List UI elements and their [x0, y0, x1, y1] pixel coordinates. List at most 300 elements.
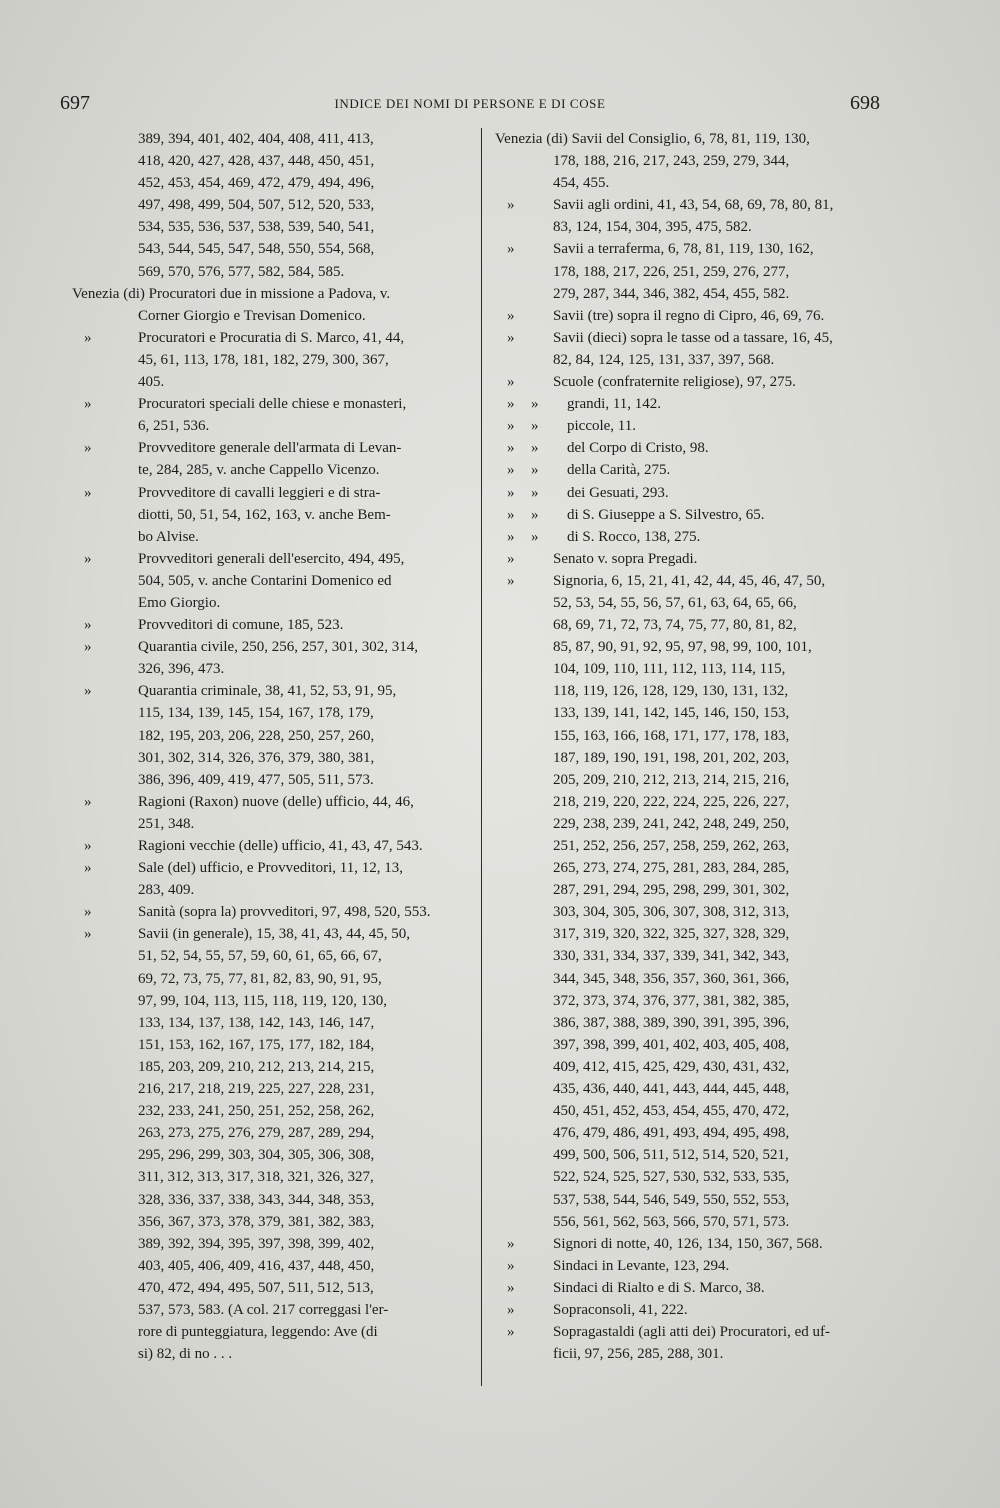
entry-text: 69, 72, 73, 75, 77, 81, 82, 83, 90, 91, 95, — [138, 970, 382, 987]
left-index-entry — [72, 437, 470, 481]
entry-text: 317, 319, 320, 322, 325, 327, 328, 329, — [553, 926, 790, 943]
entry-text: 405. — [138, 374, 165, 391]
entry-line — [495, 459, 883, 481]
entry-line — [495, 349, 883, 371]
entry-line — [495, 592, 883, 614]
entry-line — [72, 283, 470, 305]
entry-line — [495, 216, 883, 238]
entry-line — [495, 923, 883, 945]
entry-text: Emo Giorgio. — [138, 594, 221, 611]
right-index-entry — [495, 1321, 883, 1365]
right-index-entry — [495, 1299, 883, 1321]
entry-line — [495, 305, 883, 327]
ditto-mark: » — [507, 1235, 515, 1252]
left-index-entry — [72, 901, 470, 923]
entry-line — [72, 1321, 470, 1343]
ditto-mark: » — [84, 440, 92, 457]
entry-line — [495, 769, 883, 791]
ditto-mark: » — [84, 617, 92, 634]
entry-text: Savii (dieci) sopra le tasse od a tassare, 16, 45, — [553, 329, 833, 346]
entry-text: Savii (in generale), 15, 38, 41, 43, 44, 45, 50, — [138, 926, 411, 943]
entry-line — [495, 1144, 883, 1166]
page-number-right: 698 — [850, 92, 880, 114]
ditto-mark: » — [84, 484, 92, 501]
ditto-mark: » — [84, 639, 92, 656]
ditto-mark: » — [531, 528, 539, 545]
entry-text: 418, 420, 427, 428, 437, 448, 450, 451, — [138, 153, 375, 170]
entry-text: 330, 331, 334, 337, 339, 341, 342, 343, — [553, 948, 790, 965]
entry-text: 45, 61, 113, 178, 181, 182, 279, 300, 367, — [138, 351, 389, 368]
entry-text: 68, 69, 71, 72, 73, 74, 75, 77, 80, 81, 82, — [553, 617, 797, 634]
ditto-mark: » — [507, 1257, 515, 1274]
ditto-mark: » — [84, 838, 92, 854]
entry-text: Savii (tre) sopra il regno di Cipro, 46, 69, 76. — [553, 307, 825, 324]
entry-line — [495, 658, 883, 680]
entry-text: te, 284, 285, v. anche Cappello Vicenzo. — [138, 462, 380, 479]
entry-text: 279, 287, 344, 346, 382, 454, 455, 582. — [553, 285, 790, 302]
entry-line — [495, 968, 883, 990]
right-index-entry — [495, 1233, 883, 1255]
entry-line — [72, 636, 470, 658]
entry-line — [72, 879, 470, 901]
entry-text: Ragioni (Raxon) nuove (delle) ufficio, 44, 46, — [138, 793, 414, 810]
left-index-entry — [72, 680, 470, 790]
entry-text: 52, 53, 54, 55, 56, 57, 61, 63, 64, 65, 66, — [553, 594, 797, 611]
entry-line — [495, 813, 883, 835]
entry-text: Corner Giorgio e Trevisan Domenico. — [138, 307, 366, 324]
entry-text: 133, 139, 141, 142, 145, 146, 150, 153, — [553, 705, 790, 722]
ditto-mark: » — [507, 307, 515, 324]
entry-line — [72, 194, 470, 216]
entry-text: Ragioni vecchie (delle) ufficio, 41, 43, 47, 543. — [138, 838, 423, 854]
entry-line — [72, 1144, 470, 1166]
entry-text: di S. Giuseppe a S. Silvestro, 65. — [567, 506, 765, 523]
ditto-mark: » — [507, 374, 515, 391]
entry-text: dei Gesuati, 293. — [567, 484, 669, 501]
left-index-entry — [72, 548, 470, 614]
entry-text: Provveditori generali dell'esercito, 494, 495, — [138, 550, 405, 567]
left-index-entry — [72, 614, 470, 636]
entry-text: del Corpo di Cristo, 98. — [567, 440, 709, 457]
entry-text: 232, 233, 241, 250, 251, 252, 258, 262, — [138, 1103, 375, 1120]
right-index-entry — [495, 415, 883, 437]
entry-line — [72, 548, 470, 570]
entry-line — [72, 238, 470, 260]
entry-line — [495, 791, 883, 813]
entry-line — [72, 349, 470, 371]
entry-text: Savii a terraferma, 6, 78, 81, 119, 130, 162, — [553, 241, 814, 258]
right-index-entry — [495, 1255, 883, 1277]
entry-line — [72, 813, 470, 835]
entry-line — [495, 614, 883, 636]
entry-line — [495, 504, 883, 526]
entry-text: Sopraconsoli, 41, 222. — [553, 1301, 688, 1318]
right-index-entry — [495, 437, 883, 459]
entry-text: 251, 252, 256, 257, 258, 259, 262, 263, — [553, 838, 790, 854]
ditto-mark: » — [507, 197, 515, 214]
entry-text: 389, 394, 401, 402, 404, 408, 411, 413, — [138, 131, 374, 147]
entry-line — [72, 1012, 470, 1034]
right-index-entry — [495, 504, 883, 526]
ditto-mark: » — [507, 462, 515, 479]
entry-text: 326, 396, 473. — [138, 661, 225, 678]
entry-line — [72, 150, 470, 172]
left-index-entry — [72, 791, 470, 835]
entry-text: 454, 455. — [553, 175, 610, 192]
entry-line — [495, 526, 883, 548]
entry-line — [72, 1034, 470, 1056]
ditto-mark: » — [507, 572, 515, 589]
right-index-entry — [495, 327, 883, 371]
entry-text: Quarantia criminale, 38, 41, 52, 53, 91, 95, — [138, 683, 397, 700]
entry-line — [72, 459, 470, 481]
entry-text: Sanità (sopra la) provveditori, 97, 498, 520, 553. — [138, 904, 431, 921]
ditto-mark: » — [507, 528, 515, 545]
right-index-entry — [495, 526, 883, 548]
entry-text: Venezia (di) Savii del Consiglio, 6, 78, 81, 119, 130, — [495, 131, 810, 147]
entry-line — [495, 437, 883, 459]
entry-line — [72, 769, 470, 791]
entry-text: 178, 188, 217, 226, 251, 259, 276, 277, — [553, 263, 790, 280]
entry-line — [72, 305, 470, 327]
entry-line — [72, 1056, 470, 1078]
entry-line — [72, 747, 470, 769]
right-index-entry — [495, 459, 883, 481]
ditto-mark: » — [84, 860, 92, 877]
entry-line — [495, 1078, 883, 1100]
ditto-mark: » — [507, 1279, 515, 1296]
entry-text: 476, 479, 486, 491, 493, 494, 495, 498, — [553, 1125, 790, 1142]
ditto-mark: » — [531, 440, 539, 457]
entry-line — [495, 172, 883, 194]
entry-text: 534, 535, 536, 537, 538, 539, 540, 541, — [138, 219, 375, 236]
ditto-mark: » — [507, 550, 515, 567]
entry-line — [72, 1277, 470, 1299]
entry-line — [495, 702, 883, 724]
entry-line — [72, 437, 470, 459]
left-index-entry — [72, 923, 470, 1365]
ditto-mark: » — [507, 440, 515, 457]
entry-text: 543, 544, 545, 547, 548, 550, 554, 568, — [138, 241, 375, 258]
entry-text: 499, 500, 506, 511, 512, 514, 520, 521, — [553, 1147, 789, 1164]
entry-text: 218, 219, 220, 222, 224, 225, 226, 227, — [553, 793, 790, 810]
entry-text: 97, 99, 104, 113, 115, 118, 119, 120, 130, — [138, 992, 388, 1009]
entry-line — [72, 1343, 470, 1365]
entry-line — [72, 990, 470, 1012]
ditto-mark: » — [531, 506, 539, 523]
entry-text: Signori di notte, 40, 126, 134, 150, 367, 568. — [553, 1235, 823, 1252]
entry-text: Provveditore generale dell'armata di Levan- — [138, 440, 402, 457]
entry-text: 409, 412, 415, 425, 429, 430, 431, 432, — [553, 1058, 790, 1075]
entry-line — [495, 128, 883, 150]
entry-text: Sindaci di Rialto e di S. Marco, 38. — [553, 1279, 765, 1296]
page-header — [60, 92, 880, 122]
ditto-mark: » — [84, 683, 92, 700]
left-index-entry — [72, 636, 470, 680]
entry-line — [72, 835, 470, 857]
entry-line — [72, 1255, 470, 1277]
right-index-entry — [495, 194, 883, 238]
entry-line — [495, 1056, 883, 1078]
ditto-mark: » — [84, 904, 92, 921]
entry-line — [495, 482, 883, 504]
ditto-mark: » — [84, 926, 92, 943]
entry-text: ficii, 97, 256, 285, 288, 301. — [553, 1346, 724, 1363]
entry-text: di S. Rocco, 138, 275. — [567, 528, 701, 545]
entry-line — [72, 482, 470, 504]
entry-line — [495, 238, 883, 260]
entry-line — [72, 128, 470, 150]
entry-text: 504, 505, v. anche Contarini Domenico ed — [138, 572, 392, 589]
entry-line — [495, 548, 883, 570]
entry-text: Signoria, 6, 15, 21, 41, 42, 44, 45, 46, 47, 50, — [553, 572, 826, 589]
entry-text: 452, 453, 454, 469, 472, 479, 494, 496, — [138, 175, 375, 192]
entry-text: 537, 573, 583. (A col. 217 correggasi l'er- — [138, 1301, 389, 1318]
entry-text: 133, 134, 137, 138, 142, 143, 146, 147, — [138, 1014, 375, 1031]
entry-text: 301, 302, 314, 326, 376, 379, 380, 381, — [138, 749, 375, 766]
ditto-mark: » — [507, 484, 515, 501]
entry-text: grandi, 11, 142. — [567, 396, 662, 413]
entry-text: Savii agli ordini, 41, 43, 54, 68, 69, 78, 80, 81, — [553, 197, 834, 214]
left-index-entry — [72, 393, 470, 437]
entry-line — [72, 592, 470, 614]
page-number-left: 697 — [60, 92, 90, 114]
entry-text: Sopragastaldi (agli atti dei) Procuratori, ed uf- — [553, 1324, 830, 1341]
entry-line — [72, 1189, 470, 1211]
right-index-entry — [495, 393, 883, 415]
entry-line — [72, 658, 470, 680]
entry-text: 265, 273, 274, 275, 281, 283, 284, 285, — [553, 860, 790, 877]
entry-line — [495, 327, 883, 349]
entry-text: 51, 52, 54, 55, 57, 59, 60, 61, 65, 66, 67, — [138, 948, 382, 965]
entry-line — [495, 1343, 883, 1365]
entry-line — [495, 1277, 883, 1299]
entry-line — [495, 1100, 883, 1122]
entry-line — [495, 1189, 883, 1211]
ditto-mark: » — [507, 506, 515, 523]
entry-line — [495, 879, 883, 901]
entry-line — [495, 835, 883, 857]
left-index-entry — [72, 128, 470, 283]
entry-text: 303, 304, 305, 306, 307, 308, 312, 313, — [553, 904, 790, 921]
ditto-mark: » — [507, 329, 515, 346]
entry-text: 251, 348. — [138, 815, 195, 832]
entry-line — [495, 747, 883, 769]
entry-text: 104, 109, 110, 111, 112, 113, 114, 115, — [553, 661, 786, 678]
entry-text: 287, 291, 294, 295, 298, 299, 301, 302, — [553, 882, 790, 899]
entry-text: 344, 345, 348, 356, 357, 360, 361, 366, — [553, 970, 790, 987]
entry-line — [72, 945, 470, 967]
ditto-mark: » — [531, 396, 539, 413]
entry-line — [495, 1034, 883, 1056]
ditto-mark: » — [531, 484, 539, 501]
left-column — [72, 128, 470, 1365]
ditto-mark: » — [507, 418, 515, 435]
entry-line — [495, 901, 883, 923]
entry-line — [72, 172, 470, 194]
entry-text: 537, 538, 544, 546, 549, 550, 552, 553, — [553, 1191, 790, 1208]
entry-line — [495, 680, 883, 702]
entry-line — [495, 1255, 883, 1277]
entry-text: si) 82, di no . . . — [138, 1346, 233, 1363]
entry-text: piccole, 11. — [567, 418, 637, 435]
left-index-entry — [72, 482, 470, 548]
entry-line — [495, 283, 883, 305]
entry-text: 263, 273, 275, 276, 279, 287, 289, 294, — [138, 1125, 375, 1142]
entry-text: Procuratori speciali delle chiese e monasteri, — [138, 396, 407, 413]
entry-text: 372, 373, 374, 376, 377, 381, 382, 385, — [553, 992, 790, 1009]
entry-line — [72, 901, 470, 923]
entry-line — [72, 1166, 470, 1188]
entry-text: Quarantia civile, 250, 256, 257, 301, 302, 314, — [138, 639, 418, 656]
ditto-mark: » — [507, 396, 515, 413]
entry-text: Senato v. sopra Pregadi. — [553, 550, 698, 567]
entry-line — [72, 1299, 470, 1321]
entry-line — [72, 857, 470, 879]
entry-line — [72, 570, 470, 592]
entry-line — [72, 261, 470, 283]
entry-line — [72, 791, 470, 813]
entry-line — [495, 393, 883, 415]
entry-text: 435, 436, 440, 441, 443, 444, 445, 448, — [553, 1081, 790, 1098]
entry-text: Provveditori di comune, 185, 523. — [138, 617, 344, 634]
entry-text: 205, 209, 210, 212, 213, 214, 215, 216, — [553, 771, 790, 788]
entry-line — [495, 570, 883, 592]
entry-line — [495, 150, 883, 172]
entry-text: 6, 251, 536. — [138, 418, 210, 435]
entry-text: 386, 387, 388, 389, 390, 391, 395, 396, — [553, 1014, 790, 1031]
entry-line — [495, 1233, 883, 1255]
ditto-mark: » — [531, 418, 539, 435]
entry-text: 216, 217, 218, 219, 225, 227, 228, 231, — [138, 1081, 375, 1098]
entry-line — [72, 415, 470, 437]
left-index-entry — [72, 835, 470, 857]
ditto-mark: » — [84, 793, 92, 810]
entry-line — [72, 968, 470, 990]
entry-text: 328, 336, 337, 338, 343, 344, 348, 353, — [138, 1191, 375, 1208]
entry-text: 85, 87, 90, 91, 92, 95, 97, 98, 99, 100, 101, — [553, 639, 812, 656]
entry-line — [72, 702, 470, 724]
entry-line — [495, 725, 883, 747]
entry-text: 295, 296, 299, 303, 304, 305, 306, 308, — [138, 1147, 375, 1164]
entry-line — [72, 1122, 470, 1144]
entry-line — [495, 857, 883, 879]
right-index-entry — [495, 305, 883, 327]
entry-line — [72, 1078, 470, 1100]
entry-line — [72, 216, 470, 238]
entry-line — [72, 923, 470, 945]
entry-text: 556, 561, 562, 563, 566, 570, 571, 573. — [553, 1213, 790, 1230]
entry-line — [72, 393, 470, 415]
ditto-mark: » — [84, 550, 92, 567]
right-index-entry — [495, 570, 883, 1233]
entry-text: 386, 396, 409, 419, 477, 505, 511, 573. — [138, 771, 374, 788]
entry-line — [72, 680, 470, 702]
ditto-mark: » — [507, 1324, 515, 1341]
entry-text: Sale (del) ufficio, e Provveditori, 11, 12, 13, — [138, 860, 403, 877]
entry-line — [72, 526, 470, 548]
entry-text: 450, 451, 452, 453, 454, 455, 470, 472, — [553, 1103, 790, 1120]
entry-line — [495, 1122, 883, 1144]
entry-line — [72, 504, 470, 526]
entry-text: Sindaci in Levante, 123, 294. — [553, 1257, 730, 1274]
ditto-mark: » — [84, 329, 92, 346]
ditto-mark: » — [84, 396, 92, 413]
entry-text: 185, 203, 209, 210, 212, 213, 214, 215, — [138, 1058, 375, 1075]
entry-text: della Carità, 275. — [567, 462, 671, 479]
entry-text: 187, 189, 190, 191, 198, 201, 202, 203, — [553, 749, 790, 766]
entry-text: 83, 124, 154, 304, 395, 475, 582. — [553, 219, 752, 236]
column-divider — [481, 128, 482, 1386]
entry-text: diotti, 50, 51, 54, 162, 163, v. anche Bem- — [138, 506, 391, 523]
entry-line — [495, 636, 883, 658]
left-index-entry — [72, 327, 470, 393]
entry-text: 283, 409. — [138, 882, 195, 899]
entry-line — [495, 990, 883, 1012]
entry-text: 397, 398, 399, 401, 402, 403, 405, 408, — [553, 1036, 790, 1053]
entry-line — [72, 1100, 470, 1122]
entry-line — [495, 194, 883, 216]
entry-text: 389, 392, 394, 395, 397, 398, 399, 402, — [138, 1235, 375, 1252]
entry-text: 115, 134, 139, 145, 154, 167, 178, 179, — [138, 705, 374, 722]
entry-text: 569, 570, 576, 577, 582, 584, 585. — [138, 263, 345, 280]
entry-line — [495, 1321, 883, 1343]
entry-text: 182, 195, 203, 206, 228, 250, 257, 260, — [138, 727, 375, 744]
entry-text: 229, 238, 239, 241, 242, 248, 249, 250, — [553, 815, 790, 832]
entry-line — [495, 371, 883, 393]
ditto-mark: » — [507, 1301, 515, 1318]
entry-line — [72, 327, 470, 349]
right-index-entry — [495, 238, 883, 304]
entry-text: 311, 312, 313, 317, 318, 321, 326, 327, — [138, 1169, 374, 1186]
entry-line — [495, 1211, 883, 1233]
entry-text: 155, 163, 166, 168, 171, 177, 178, 183, — [553, 727, 790, 744]
entry-text: 403, 405, 406, 409, 416, 437, 448, 450, — [138, 1257, 375, 1274]
right-column — [495, 128, 883, 1365]
entry-line — [495, 1166, 883, 1188]
right-index-entry — [495, 548, 883, 570]
right-index-entry — [495, 371, 883, 393]
running-title: INDICE DEI NOMI DI PERSONE E DI COSE — [334, 96, 606, 111]
entry-text: 178, 188, 216, 217, 243, 259, 279, 344, — [553, 153, 790, 170]
entry-text: 118, 119, 126, 128, 129, 130, 131, 132, — [553, 683, 789, 700]
entry-text: rore di punteggiatura, leggendo: Ave (di — [138, 1324, 378, 1341]
entry-line — [495, 1012, 883, 1034]
entry-line — [72, 371, 470, 393]
right-index-entry — [495, 1277, 883, 1299]
left-index-entry — [72, 283, 470, 327]
entry-text: 82, 84, 124, 125, 131, 337, 397, 568. — [553, 351, 775, 368]
entry-line — [495, 945, 883, 967]
entry-text: 522, 524, 525, 527, 530, 532, 533, 535, — [553, 1169, 790, 1186]
entry-text: Provveditore di cavalli leggieri e di stra- — [138, 484, 381, 501]
entry-line — [72, 1233, 470, 1255]
entry-line — [72, 725, 470, 747]
entry-text: 151, 153, 162, 167, 175, 177, 182, 184, — [138, 1036, 375, 1053]
entry-line — [495, 1299, 883, 1321]
entry-line — [495, 261, 883, 283]
entry-text: Scuole (confraternite religiose), 97, 275. — [553, 374, 796, 391]
entry-text: Venezia (di) Procuratori due in missione a Padova, v. — [72, 285, 391, 302]
left-index-entry — [72, 857, 470, 901]
ditto-mark: » — [531, 462, 539, 479]
entry-text: 470, 472, 494, 495, 507, 511, 512, 513, — [138, 1279, 374, 1296]
entry-text: 497, 498, 499, 504, 507, 512, 520, 533, — [138, 197, 375, 214]
ditto-mark: » — [507, 241, 515, 258]
entry-line — [72, 1211, 470, 1233]
entry-line — [72, 614, 470, 636]
entry-text: bo Alvise. — [138, 528, 199, 545]
